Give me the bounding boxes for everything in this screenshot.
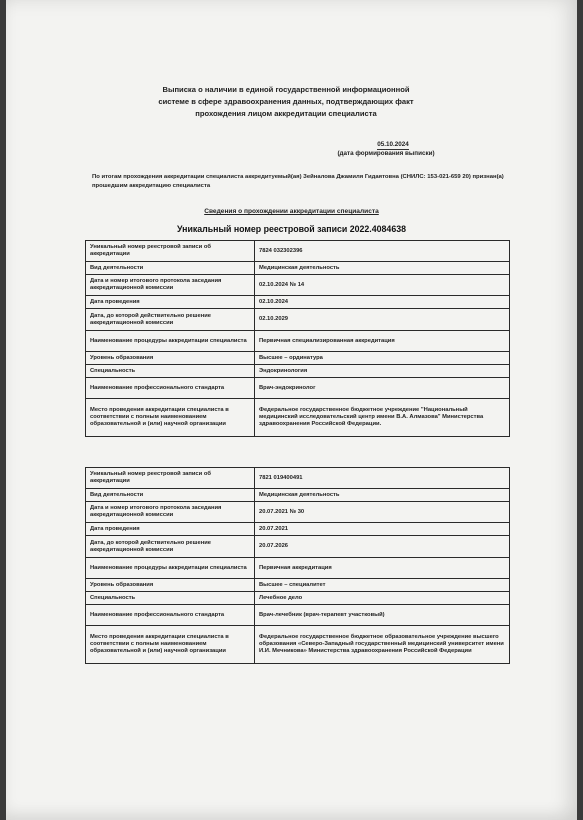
row-value: Федеральное государственное бюджетное образовательное учреждение высшего образования «Северо-Западный государственный медицинский университет имени И.И. Мечникова» Министерства здравоохранения Российской Федерации [255, 626, 510, 664]
row-value: Медицинская деятельность [255, 489, 510, 502]
row-label: Наименование профессионального стандарта [86, 605, 255, 626]
row-value: Первичная специализированная аккредитация [255, 331, 510, 352]
row-label: Специальность [86, 365, 255, 378]
row-label: Место проведения аккредитации специалиста в соответствии с полным наименованием образовательной и (или) научной организации [86, 626, 255, 664]
row-value: 02.10.2024 [255, 296, 510, 309]
table-row [86, 605, 510, 626]
table-row [86, 502, 510, 523]
row-label: Уровень образования [86, 579, 255, 592]
row-label: Дата и номер итогового протокола заседания аккредитационной комиссии [86, 502, 255, 523]
row-label: Уникальный номер реестровой записи об аккредитации [86, 241, 255, 262]
row-label: Наименование процедуры аккредитации специалиста [86, 558, 255, 579]
row-label: Наименование профессионального стандарта [86, 378, 255, 399]
row-label: Дата проведения [86, 523, 255, 536]
row-value: 7824 032302396 [255, 241, 510, 262]
row-label: Вид деятельности [86, 489, 255, 502]
formation-date-caption: (дата формирования выписки) [337, 150, 435, 157]
row-value: 02.10.2029 [255, 309, 510, 331]
row-label: Дата и номер итогового протокола заседания аккредитационной комиссии [86, 275, 255, 296]
row-value: Высшее – специалитет [255, 579, 510, 592]
intro-paragraph: По итогам прохождения аккредитации специалиста аккредитуемый(ая) Зейналова Джамиля Гидаятовна (СНИЛС: 153-021-659 20) признан(а) прошедшим аккредитацию специалиста [92, 174, 504, 189]
row-label: Уникальный номер реестровой записи об аккредитации [86, 468, 255, 489]
row-value: 7821 019400491 [255, 468, 510, 489]
row-value: Федеральное государственное бюджетное учреждение "Национальный медицинский исследовательский центр имени В.А. Алмазова" Министерства здравоохранения Российской Федерации. [255, 399, 510, 437]
table-row [86, 592, 510, 605]
table-row [86, 309, 510, 331]
table-row [86, 352, 510, 365]
row-label: Специальность [86, 592, 255, 605]
row-value: Лечебное дело [255, 592, 510, 605]
table-row [86, 262, 510, 275]
table-row [86, 365, 510, 378]
section-heading: Сведения о прохождении аккредитации специалиста [204, 208, 379, 215]
row-value: 20.07.2021 № 30 [255, 502, 510, 523]
row-value: 02.10.2024 № 14 [255, 275, 510, 296]
table-row [86, 626, 510, 664]
row-label: Место проведения аккредитации специалиста в соответствии с полным наименованием образовательной и (или) научной организации [86, 399, 255, 437]
table-row [86, 378, 510, 399]
row-label: Наименование процедуры аккредитации специалиста [86, 331, 255, 352]
formation-date-block [326, 141, 446, 157]
row-value: Высшее – ординатура [255, 352, 510, 365]
row-value: 20.07.2021 [255, 523, 510, 536]
table-row [86, 536, 510, 558]
row-label: Вид деятельности [86, 262, 255, 275]
document-page [6, 0, 577, 820]
table-row [86, 523, 510, 536]
row-label: Дата проведения [86, 296, 255, 309]
row-label: Дата, до которой действительно решение аккредитационной комиссии [86, 536, 255, 558]
table-row [86, 558, 510, 579]
row-value: Медицинская деятельность [255, 262, 510, 275]
document-title: Выписка о наличии в единой государственной информационной системе в сфере здравоохранения данных, подтверждающих факт прохождения лицом аккредитации специалиста [158, 85, 414, 118]
accreditation-table-1 [85, 240, 510, 437]
table-row [86, 468, 510, 489]
accreditation-table-2 [85, 467, 510, 664]
table-row [86, 331, 510, 352]
table-row [86, 579, 510, 592]
table-row [86, 296, 510, 309]
row-label: Дата, до которой действительно решение аккредитационной комиссии [86, 309, 255, 331]
row-value: Первичная аккредитация [255, 558, 510, 579]
row-value: Эндокринология [255, 365, 510, 378]
formation-date: 05.10.2024 [377, 141, 409, 148]
table-row [86, 275, 510, 296]
row-value: 20.07.2026 [255, 536, 510, 558]
registry-number-heading: Уникальный номер реестровой записи 2022.4084638 [177, 224, 406, 234]
table-row [86, 489, 510, 502]
row-label: Уровень образования [86, 352, 255, 365]
table-row [86, 241, 510, 262]
row-value: Врач-лечебник (врач-терапевт участковый) [255, 605, 510, 626]
row-value: Врач-эндокринолог [255, 378, 510, 399]
table-row [86, 399, 510, 437]
